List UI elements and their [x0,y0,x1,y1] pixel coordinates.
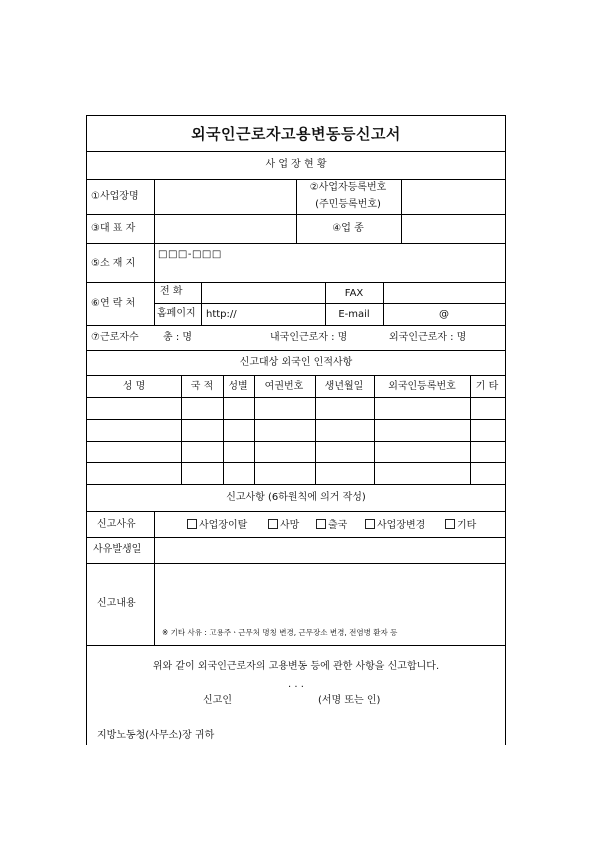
report-content-note: ※ 기타 사유 : 고용주ㆍ근무처 명칭 변경, 근무장소 변경, 전염병 환자 등 [162,628,398,637]
workplace-name-field[interactable] [156,181,294,212]
form-title: 외국인근로자고용변동등신고서 [191,125,401,143]
email-label: E-mail [338,309,370,320]
reporter-label: 신고인 [203,695,232,706]
checkbox-icon[interactable] [365,519,375,529]
biz-reg-no-label: ②사업자등록번호 [309,182,387,193]
report-content-field[interactable] [156,565,503,627]
reason-option-death[interactable]: 사망 [268,519,299,532]
workplace-name-label: ①사업장명 [91,191,139,202]
contact-label: ⑥연 락 처 [91,298,136,309]
column-header-name: 성 명 [122,381,146,392]
declaration-text: 위와 같이 외국인근로자의 고용변동 등에 관한 사항을 신고합니다. [152,661,440,672]
column-header-etc: 기 타 [475,381,499,392]
reason-option-departure[interactable]: 출국 [316,519,347,532]
report-content-label: 신고내용 [97,598,136,609]
checkbox-icon[interactable] [187,519,197,529]
workers-foreign: 외국인근로자 : 명 [389,332,467,343]
column-header-sex: 성별 [228,381,248,392]
email-field[interactable]: @ [439,309,449,320]
address-label: ⑤소 재 지 [91,258,136,269]
reason-option-other[interactable]: 기타 [445,519,476,532]
section-heading-workplace: 사 업 장 현 황 [265,159,327,170]
checkbox-icon[interactable] [268,519,278,529]
workers-domestic: 내국인근로자 : 명 [270,332,348,343]
homepage-label: 홈페이지 [157,308,196,319]
table-row[interactable] [87,442,505,461]
resident-reg-no-label: (주민등록번호) [315,199,381,210]
postal-code-boxes[interactable]: □□□-□□□ [158,249,222,260]
addressee: 지방노동청(사무소)장 귀하 [97,730,215,741]
representative-field[interactable] [156,216,294,241]
section-heading-foreigner: 신고대상 외국인 인적사항 [239,357,353,368]
reporter-name-field[interactable] [242,692,312,708]
report-date: . . . [288,679,304,690]
signature-note: (서명 또는 인) [318,695,381,706]
section-heading-report: 신고사항 (6하원칙에 의거 작성) [226,492,366,503]
checkbox-icon[interactable] [316,519,326,529]
reason-option-workplace-change[interactable]: 사업장변경 [365,519,425,532]
representative-label: ③대 표 자 [91,223,136,234]
reason-label: 신고사유 [97,519,136,530]
reason-option-leave[interactable]: 사업장이탈 [187,519,247,532]
checkbox-icon[interactable] [445,519,455,529]
employment-change-report-form [86,115,506,745]
column-header-nationality: 국 적 [190,381,214,392]
phone-field[interactable] [203,284,323,302]
biz-reg-no-field[interactable] [403,181,503,212]
industry-field[interactable] [403,216,503,241]
occurrence-date-field[interactable] [156,539,503,561]
table-row[interactable] [87,398,505,418]
homepage-field[interactable]: http:// [206,309,237,320]
workers-total: 총 : 명 [163,332,193,343]
occurrence-date-label: 사유발생일 [93,544,142,555]
fax-field[interactable] [385,284,503,302]
column-header-birthdate: 생년월일 [324,381,364,392]
fax-label: FAX [344,288,364,299]
phone-label: 전 화 [160,286,183,297]
column-header-passport: 여권번호 [264,381,304,392]
workers-count-label: ⑦근로자수 [91,332,139,343]
industry-label: ④업 종 [332,223,364,234]
column-header-alien-reg-no: 외국인등록번호 [388,381,456,392]
table-row[interactable] [87,463,505,483]
table-row[interactable] [87,420,505,440]
